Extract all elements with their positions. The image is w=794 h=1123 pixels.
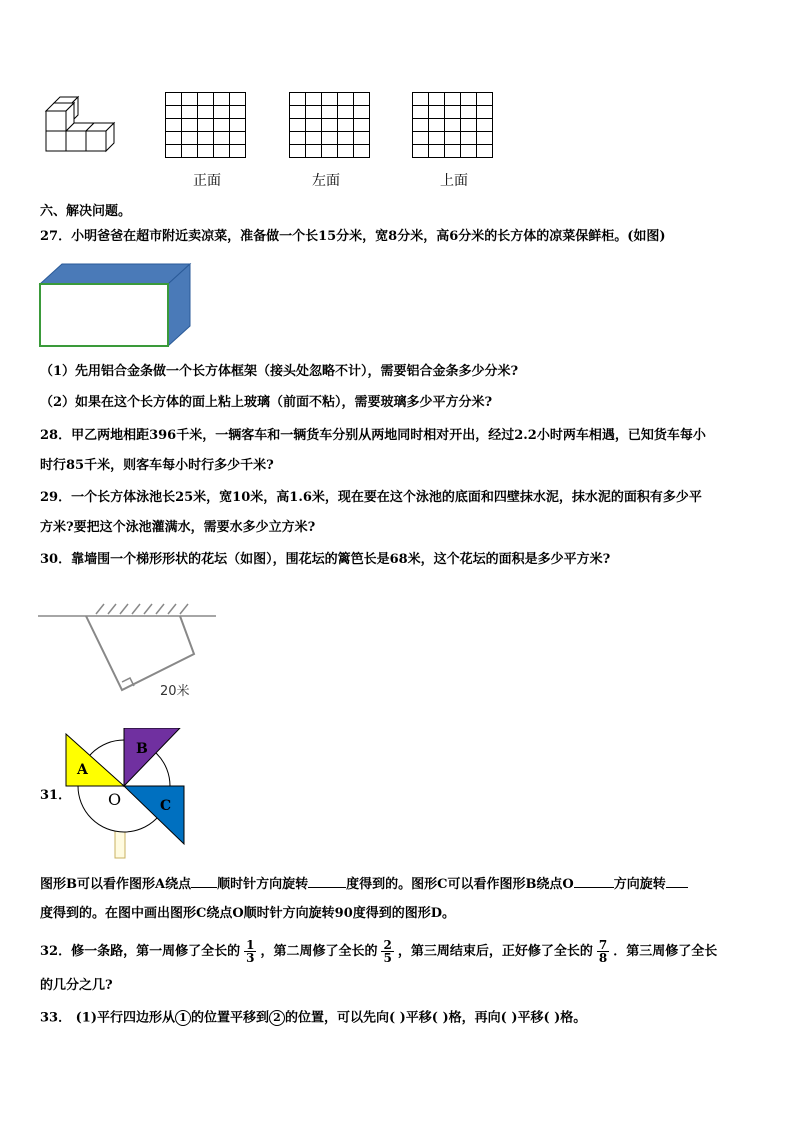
fraction-denominator: 5: [383, 951, 392, 965]
q31-text-b: 顺时针方向旋转: [217, 877, 309, 892]
label-o: O: [108, 790, 122, 809]
question-28-line2: 时行85千米，则客车每小时行多少千米?: [40, 458, 274, 473]
label-c: C: [160, 798, 172, 814]
question-27-sub1: （1）先用铝合金条做一个长方体框架（接头处忽略不计），需要铝合金条多少分米?: [40, 364, 519, 379]
fraction-seven-eighths: [597, 939, 609, 964]
question-32-line2: 的几分之几?: [40, 978, 113, 993]
question-28-line1: 28．甲乙两地相距396千米，一辆客车和一辆货车分别从两地同时相对开出，经过2.2小时两车相遇，已知货车每小: [40, 428, 706, 443]
rotation-figure: [62, 728, 192, 860]
question-29-line1: 29．一个长方体泳池长25米，宽10米，高1.6米，现在要在这个泳池的底面和四壁抹水泥，抹水泥的面积有多少平: [40, 490, 702, 505]
question-29-line2: 方米?要把这个泳池灌满水，需要水多少立方米?: [40, 520, 316, 535]
fraction-numerator: 7: [598, 938, 608, 952]
section-title: 六、解决问题。: [40, 204, 132, 219]
q31-text-d: 方向旋转: [613, 877, 666, 892]
q33-part2: 的位置平移到: [190, 1010, 269, 1026]
q31-blank-direction[interactable]: [574, 875, 614, 888]
top-view-caption: 上面: [440, 173, 468, 189]
q31-blank-point[interactable]: [191, 875, 217, 888]
fraction-two-fifths: [381, 939, 393, 964]
question-27-sub2: （2）如果在这个长方体的面上粘上玻璃（前面不粘），需要玻璃多少平方分米?: [40, 395, 493, 410]
fraction-numerator: 2: [383, 938, 392, 952]
circled-number-2: 2: [269, 1010, 285, 1026]
fraction-denominator: 3: [246, 951, 255, 965]
question-31-line1: [40, 875, 688, 893]
q32-part2: ，第二周修了全长的: [260, 944, 378, 959]
left-view-caption: 左面: [312, 173, 340, 189]
label-b: B: [136, 741, 148, 757]
circled-number-1: 1: [175, 1010, 191, 1026]
cuboid-figure: [38, 262, 194, 350]
fraction-one-third: [244, 939, 256, 964]
question-31-number: 31．: [40, 788, 72, 803]
q33-part1: 33． (1)平行四边形从: [40, 1010, 175, 1026]
fraction-numerator: 1: [246, 938, 255, 952]
q31-text-c: 度得到的。图形C可以看作图形B绕点O: [346, 877, 574, 892]
question-33: [40, 1010, 586, 1027]
q32-part1: 32．修一条路，第一周修了全长的: [40, 944, 241, 959]
top-view-grid[interactable]: [412, 92, 493, 158]
label-a: A: [77, 762, 88, 778]
question-32-line1: [40, 938, 717, 966]
fraction-denominator: 8: [598, 951, 608, 965]
q32-part3: ，第三周结束后，正好修了全长的: [397, 944, 593, 959]
cube-stack-figure: [40, 95, 130, 157]
question-27: 27．小明爸爸在超市附近卖凉菜，准备做一个长15分米，宽8分米，高6分米的长方体的凉菜保鲜柜。(如图): [40, 229, 666, 244]
q31-blank-degree-1[interactable]: [308, 875, 346, 888]
question-31-line2: 度得到的。在图中画出图形C绕点O顺时针方向旋转90度得到的图形D。: [40, 906, 456, 921]
q32-part4: ．第三周修了全长: [613, 944, 718, 959]
front-view-grid[interactable]: [165, 92, 246, 158]
q31-blank-degree-2[interactable]: [666, 875, 688, 888]
front-view-caption: 正面: [193, 173, 221, 189]
left-view-grid[interactable]: [289, 92, 370, 158]
garden-dimension-label: 20米: [160, 684, 190, 699]
question-30: 30．靠墙围一个梯形形状的花坛（如图），围花坛的篱笆长是68米，这个花坛的面积是多少平方米?: [40, 552, 611, 567]
q33-part3: 的位置，可以先向( )平移( )格，再向( )平移( )格。: [284, 1010, 587, 1026]
q31-text-a: 图形B可以看作图形A绕点: [40, 877, 192, 892]
